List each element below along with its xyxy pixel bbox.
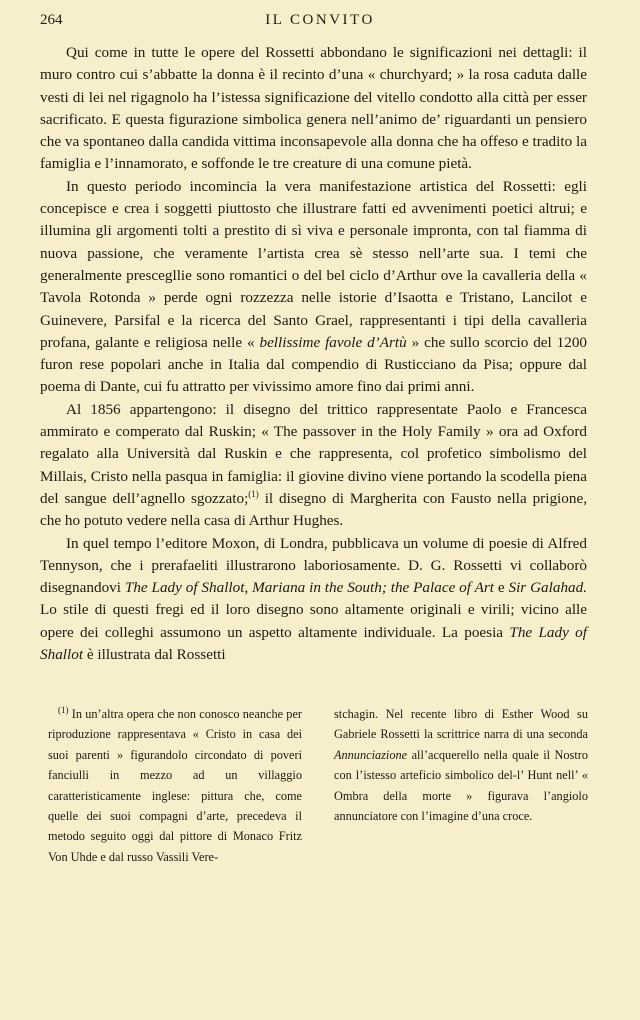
footnote-column-2 bbox=[334, 704, 588, 867]
page-number: 264 bbox=[40, 12, 63, 28]
paragraph-3-text-b: il disegno di Margherita con Fausto nella prigione, che ho potuto vedere nella casa di Arthur Hughes. bbox=[40, 489, 587, 530]
paragraph-3-text-a: Al 1856 appartengono: il disegno del trittico rappresentate Paolo e Francesca ammirato e comperato dal Ruskin; « The passover in the Holy Family » ora ad Oxford regalato alla Università dal Ruskin e che rappresenta, col profetico simbolismo del Millais, Cristo nella pasqua in famiglia: il giovine divino viene portando la scodella piena del sangue dell’agnello sgozzato; bbox=[40, 400, 587, 507]
footnote-continuation bbox=[334, 704, 588, 826]
main-text bbox=[40, 42, 587, 666]
footnote-text-2a: stchagin. Nel recente libro di Esther Wood su Gabriele Rossetti la scrittrice narra di una seconda bbox=[334, 707, 588, 742]
page-header bbox=[40, 12, 600, 32]
footnotes bbox=[48, 704, 588, 867]
paragraph-2-text-a: In questo periodo incomincia la vera manifestazione artistica del Rossetti: egli concepisce e crea i soggetti piuttosto che illustrare fatti ed avvenimenti poetici altrui; e illumina gli argomenti tolti a prestito di sì viva e personale impronta, con tal fiamma di nuova passione, che veramente l’artista crea sè stesso nell’arte sua. I temi che generalmente prescegllie sono romantici o del bel ciclo d’Arthur ove la cavalleria della « Tavola Rotonda » perde ogni rozzezza nelle istorie d’Isaotta e Tristano, Lancilot e Guinevere, Parsifal e la ricerca del Santo Grael, rappresentanti i tipi della cavalleria profana, galante e religiosa nelle « bbox=[40, 177, 587, 351]
paragraph-2 bbox=[40, 176, 587, 399]
paragraph-4-text-c: è illustrata dal Rossetti bbox=[86, 646, 226, 664]
paragraph-4-conjunction: e bbox=[497, 579, 505, 597]
paragraph-4-italic-shallot: The Lady of Shallot bbox=[40, 623, 587, 664]
footnote-text-1: In un’altra opera che non conosco neanche per riproduzione rappresentava « Cristo in casa dei suoi parenti » figurandolo circondato di poveri fanciulli in mezzo ad un villaggio caratteristicamente inglese: pittura che, come quelle dei suoi compagni d’arte, precedeva il metodo seguito oggi dal pittore di Monaco Fritz Von Uhde e dal russo Vassili Vere- bbox=[48, 707, 303, 864]
paragraph-4-text-a: In quel tempo l’editore Moxon, di Londra, pubblicava un volume di poesie di Alfred Tennyson, che i prerafaeliti illustrarono laboriosamente. D. G. Rossetti vi collaborò disegnandovi bbox=[40, 534, 587, 597]
paragraph-4-text-b: Lo stile di questi fregi ed il loro disegno sono altamente originali e virili; vicino alle opere dei colleghi assumono un aspetto altamente individuale. La poesia bbox=[40, 601, 587, 641]
paragraph-2-text-b: » che sullo scorcio del 1200 furon rese popolari anche in Italia dal compendio di Rusticciano da Pisa; oppure dal poema di Dante, cui fu attratto per vivissimo amore fino dai primi anni. bbox=[40, 333, 588, 396]
footnote-mark: (1) bbox=[58, 704, 69, 715]
paragraph-3 bbox=[40, 399, 587, 533]
footnote-text-2b: all’acquerello nella quale il Nostro con l’istesso arteficio simbolico del-l’ Hunt nell’ « Ombra della morte » figurava l’angiolo annunciatore con l’imagine d’una croce. bbox=[334, 747, 588, 824]
running-title: IL CONVITO bbox=[265, 12, 375, 28]
paragraph-2-italic: bellissime favole d’Artù bbox=[259, 333, 407, 351]
paragraph-4-italic-galahad: Sir Galahad. bbox=[508, 579, 588, 597]
footnote-italic: Annunciazione bbox=[334, 747, 408, 762]
footnote-paragraph bbox=[48, 704, 302, 867]
paragraph-1-text: Qui come in tutte le opere del Rossetti abbondano le significazioni nei dettagli: il muro contro cui s’abbatte la donna è il recinto d’una « churchyard; » la rosa caduta dalle vesti di lei nel rigagnolo ha l’istessa significazione del vitello condotto alla città per esser sacrificato. E questa figurazione simbolica genera nell’animo de’ riguardanti un pensiero che va spontaneo dalla candida vittima inconsapevole alla donna che ha offeso e tradito la famiglia e l’innamorato, e soffonde le tre creature di una comune pietà. bbox=[40, 44, 587, 173]
footnote-reference[interactable]: (1) bbox=[248, 488, 259, 499]
paragraph-1 bbox=[40, 42, 587, 176]
paragraph-4-italic-titles: The Lady of Shallot, Mariana in the South; the Palace of Art bbox=[124, 579, 494, 597]
paragraph-4 bbox=[40, 533, 587, 667]
footnote-column-1 bbox=[48, 704, 302, 867]
